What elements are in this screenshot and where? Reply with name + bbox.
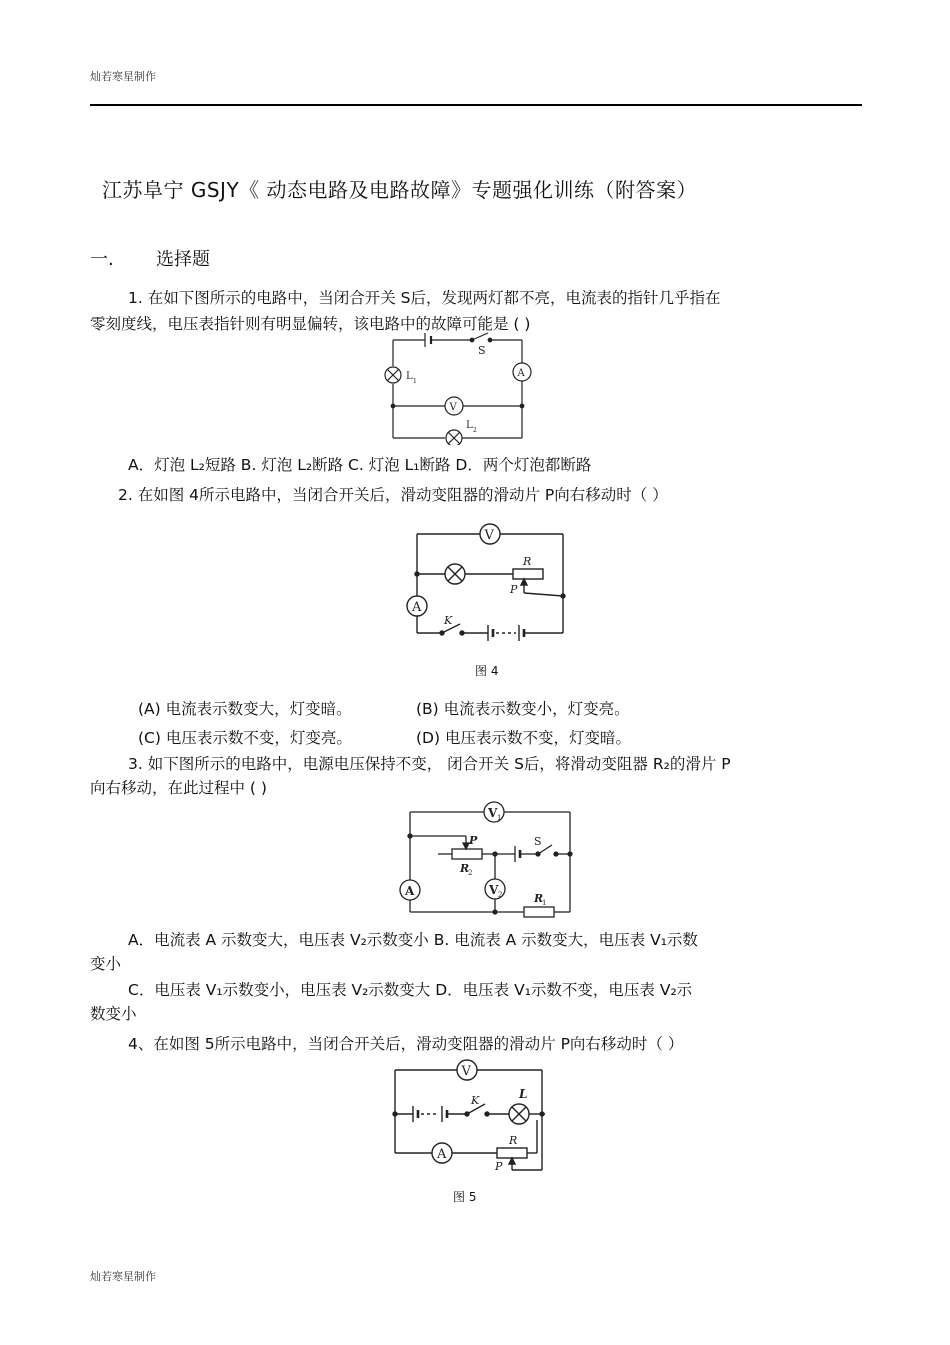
lamp-l2-subscript: 2 (473, 427, 477, 434)
slider-label: P (510, 583, 518, 596)
voltmeter-v2-label: V (489, 883, 499, 897)
slider-label: P (495, 1160, 503, 1173)
rheostat-r2-label: R (460, 862, 470, 875)
voltmeter-v2-subscript: 2 (498, 891, 503, 899)
q1-text-line2: 零刻度线，电压表指针则有明显偏转，该电路中的故障可能是 ( ) (90, 315, 531, 333)
q4-circuit-diagram (385, 1058, 550, 1178)
q3-option-ab-line1: A．电流表 A 示数变大，电压表 V₂示数变小 B. 电流表 A 示数变大，电压表 V₁示数 (128, 931, 698, 949)
voltmeter-v1-subscript: 1 (497, 814, 502, 822)
switch-label: S (478, 344, 486, 357)
voltmeter-label: V (484, 528, 494, 543)
rheostat-r2-subscript: 2 (468, 869, 473, 877)
q1-circuit-diagram (380, 330, 540, 445)
q4-text-line1: 4、在如图 5所示电路中，当闭合开关后，滑动变阻器的滑动片 P向右移动时（ ） (128, 1035, 684, 1053)
lamp-label: L (519, 1087, 528, 1101)
q3-circuit-diagram (398, 798, 578, 920)
voltmeter-v1-label: V (488, 806, 498, 820)
resistor-r1-label: R (534, 892, 544, 905)
q1-text-line1: 1. 在如下图所示的电路中，当闭合开关 S后，发现两灯都不亮，电流表的指针几乎指在 (128, 289, 721, 307)
q2-option-b: (B) 电流表示数变小，灯变亮。 (416, 700, 630, 718)
slider-arrow (509, 1158, 515, 1164)
q3-text-line1: 3. 如下图所示的电路中，电源电压保持不变， 闭合开关 S后，将滑动变阻器 R₂的滑片 P (128, 755, 731, 773)
lamp-l1-label: L (406, 371, 413, 382)
q2-option-a: (A) 电流表示数变大，灯变暗。 (138, 700, 352, 718)
q2-circuit-diagram (400, 518, 575, 643)
section-label: 选择题 (156, 249, 210, 270)
switch-blade (472, 333, 488, 340)
q3-text-line2: 向右移动，在此过程中 ( ) (90, 779, 267, 797)
rheostat-symbol (513, 569, 543, 579)
rheostat-label: R (523, 555, 532, 568)
q3-option-cd-line2: 数变小 (90, 1005, 137, 1023)
page-header: 灿若寒星制作 (90, 70, 156, 83)
q1-options: A．灯泡 L₂短路 B. 灯泡 L₂断路 C. 灯泡 L₁断路 D．两个灯泡都断路 (128, 456, 592, 474)
q2-figure-caption: 图 4 (475, 664, 499, 678)
switch-label: K (471, 1094, 480, 1107)
page-footer: 灿若寒星制作 (90, 1270, 156, 1283)
q2-option-d: (D) 电压表示数不变，灯变暗。 (416, 729, 631, 747)
slider-arrow (521, 579, 527, 585)
rheostat-r2-symbol (452, 849, 482, 859)
resistor-r1-subscript: 1 (542, 899, 547, 907)
ammeter-label: A (412, 600, 422, 615)
q2-option-c: (C) 电压表示数不变，灯变亮。 (138, 729, 352, 747)
resistor-r1-symbol (524, 907, 554, 917)
slider-label: P (469, 834, 478, 847)
q3-option-ab-line2: 变小 (90, 955, 122, 973)
document-title: 江苏阜宁 GSJY《 动态电路及电路故障》专题强化训练（附答案） (102, 178, 698, 202)
voltmeter-label: V (449, 402, 457, 413)
ammeter-label: A (517, 368, 525, 379)
lamp-l2-label: L (466, 420, 473, 431)
switch-label: S (534, 835, 542, 848)
q4-figure-caption: 图 5 (453, 1190, 477, 1204)
q2-text-line1: 2. 在如图 4所示电路中，当闭合开关后，滑动变阻器的滑动片 P向右移动时（ ） (118, 486, 668, 504)
q3-option-cd-line1: C．电压表 V₁示数变小，电压表 V₂示数变大 D．电压表 V₁示数不变，电压表 V₂示 (128, 981, 693, 999)
rheostat-label: R (509, 1134, 518, 1147)
ammeter-label: A (405, 884, 415, 898)
switch-label: K (444, 614, 453, 627)
lamp-l1-subscript: 1 (413, 378, 417, 385)
section-number: 一. (90, 249, 114, 270)
ammeter-label: A (437, 1147, 447, 1162)
voltmeter-label: V (461, 1064, 471, 1079)
header-divider (90, 104, 862, 106)
